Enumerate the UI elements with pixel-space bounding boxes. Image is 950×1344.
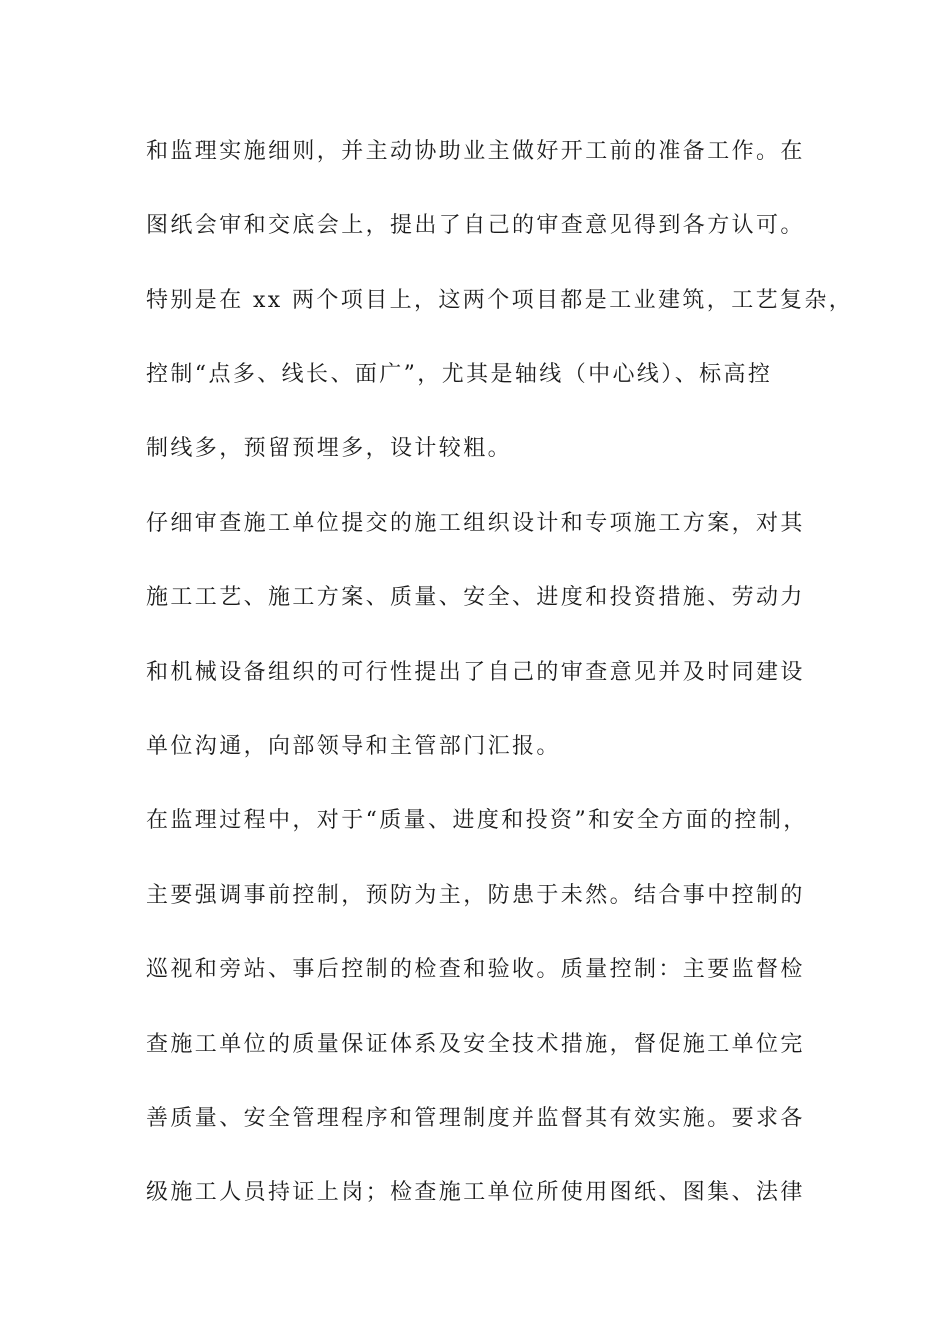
text-line: 级施工人员持证上岗；检查施工单位所使用图纸、图集、法律 [146, 1180, 805, 1205]
text-line: 主要强调事前控制，预防为主，防患于未然。结合事中控制的 [146, 883, 805, 908]
text-line: 和监理实施细则，并主动协助业主做好开工前的准备工作。在 [146, 139, 805, 164]
text-line: 单位沟通，向部领导和主管部门汇报。 [146, 734, 561, 759]
text-line: 控制“点多、线长、面广”，尤其是轴线（中心线）、标高控 [146, 362, 773, 387]
text-line: 在监理过程中，对于“质量、进度和投资”和安全方面的控制， [146, 808, 808, 833]
text-line: 图纸会审和交底会上，提出了自己的审查意见得到各方认可。 [146, 213, 805, 238]
text-line: 施工工艺、施工方案、质量、安全、进度和投资措施、劳动力 [146, 585, 805, 610]
text-line: 查施工单位的质量保证体系及安全技术措施，督促施工单位完 [146, 1032, 805, 1057]
text-line: 仔细审查施工单位提交的施工组织设计和专项施工方案，对其 [146, 511, 805, 536]
text-line: 和机械设备组织的可行性提出了自己的审查意见并及时同建设 [146, 660, 805, 685]
text-line: 特别是在 xx 两个项目上，这两个项目都是工业建筑，工艺复杂， [146, 288, 854, 313]
text-line: 巡视和旁站、事后控制的检查和验收。质量控制：主要监督检 [146, 957, 805, 982]
text-line: 善质量、安全管理程序和管理制度并监督其有效实施。要求各 [146, 1106, 805, 1131]
text-line: 制线多，预留预埋多，设计较粗。 [146, 436, 513, 461]
